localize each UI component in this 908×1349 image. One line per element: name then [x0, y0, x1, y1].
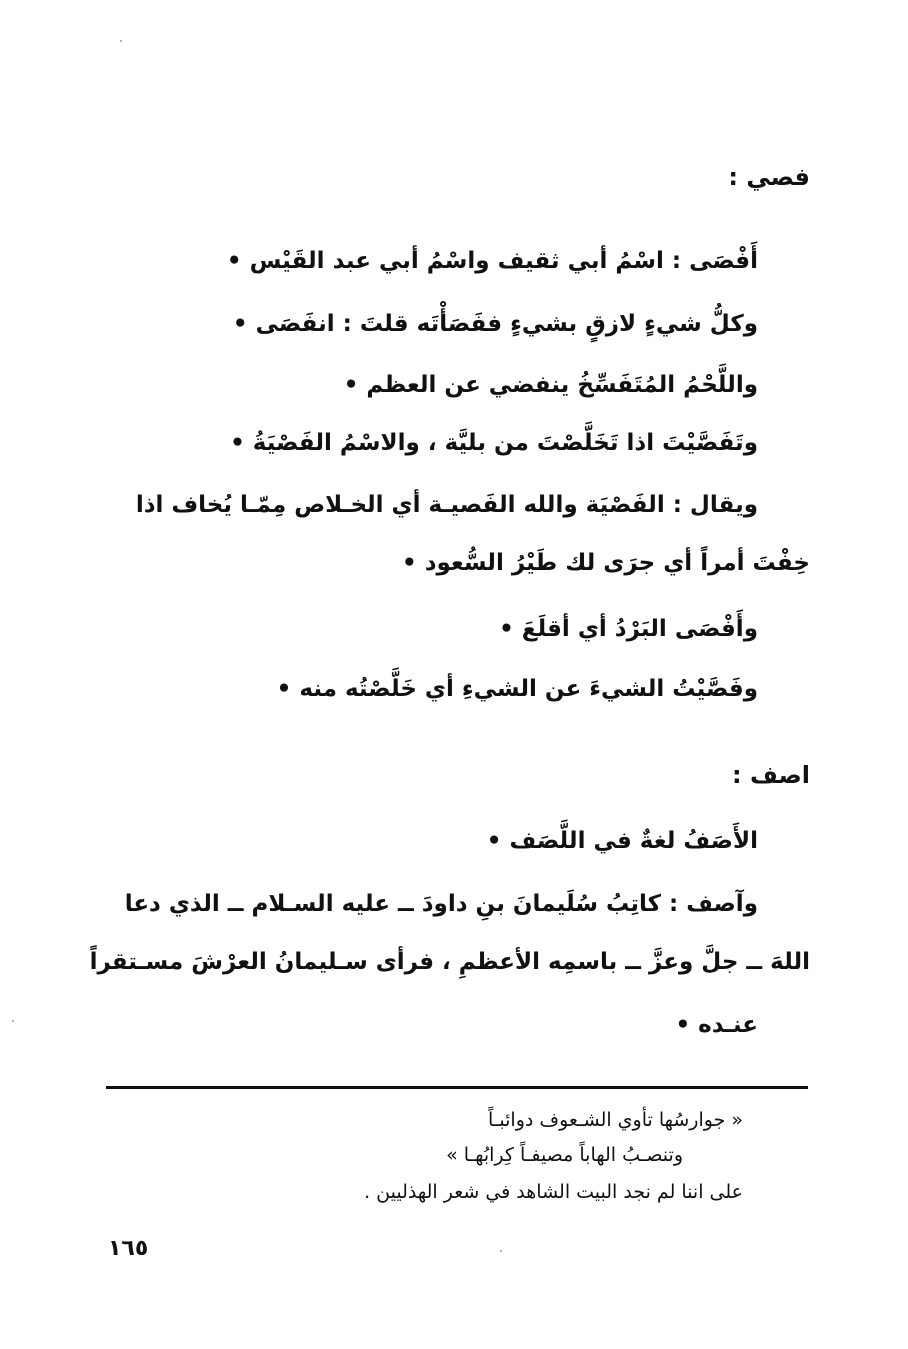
- entry-line: واللَّحْمُ المُتَفَسِّخُ ينفضي عن العظم •: [343, 372, 758, 398]
- entry-heading: فصي :: [728, 163, 810, 191]
- entry-line: وكلُّ شيءٍ لازقٍ بشيءٍ ففَصَأْتَه قلتَ : انفَصَى •: [232, 311, 758, 337]
- entry-heading: اصف :: [732, 761, 810, 789]
- scan-speck: [500, 1250, 502, 1252]
- scan-speck: [120, 40, 122, 42]
- footnote-line: على اننا لم نجد البيت الشاهد في شعر الهذليين .: [364, 1181, 743, 1203]
- entry-line: وأَفْصَى البَرْدُ أي أقلَعَ •: [499, 616, 758, 642]
- entry-line: اللهَ ــ جلَّ وعزَّ ــ باسمِه الأعظمِ ، فرأى سـليمانُ العرْشَ مسـتقراً: [89, 949, 810, 975]
- footnote-line: « جوارسُها تأوي الشـعوف دوائبـاً: [488, 1109, 743, 1131]
- entry-line: ويقال : الفَصْيَة والله الفَصيـة أي الخـلاص مِمّـا يُخاف اذا: [135, 492, 758, 518]
- entry-line: الأَصَفُ لغةٌ في اللَّصَف •: [486, 828, 758, 854]
- entry-line: وتَفَصَّيْتَ اذا تَخَلَّصْتَ من بليَّة ، والاسْمُ الفَصْيَةُ •: [230, 430, 758, 456]
- entry-line: أَفْصَى : اسْمُ أبي ثقيف واسْمُ أبي عبد القَيْس •: [226, 248, 758, 274]
- footnote-divider: [106, 1086, 808, 1089]
- entry-line: عنـده •: [675, 1012, 758, 1038]
- page-number: ١٦٥: [108, 1236, 149, 1261]
- footnote-line: وتنصـبُ الهاباً مصيفـاً كِرابُهـا »: [446, 1144, 683, 1166]
- entry-line: خِفْتَ أمراً أي جرَى لك طَيْرُ السُّعود •: [401, 550, 810, 576]
- entry-line: وفَصَّيْتُ الشيءَ عن الشيءِ أي خَلَّصْتُه منه •: [276, 676, 758, 702]
- scan-speck: [12, 1020, 14, 1022]
- entry-line: وآصف : كاتِبُ سُلَيمانَ بنِ داودَ ــ عليه السـلام ــ الذي دعا: [124, 891, 758, 917]
